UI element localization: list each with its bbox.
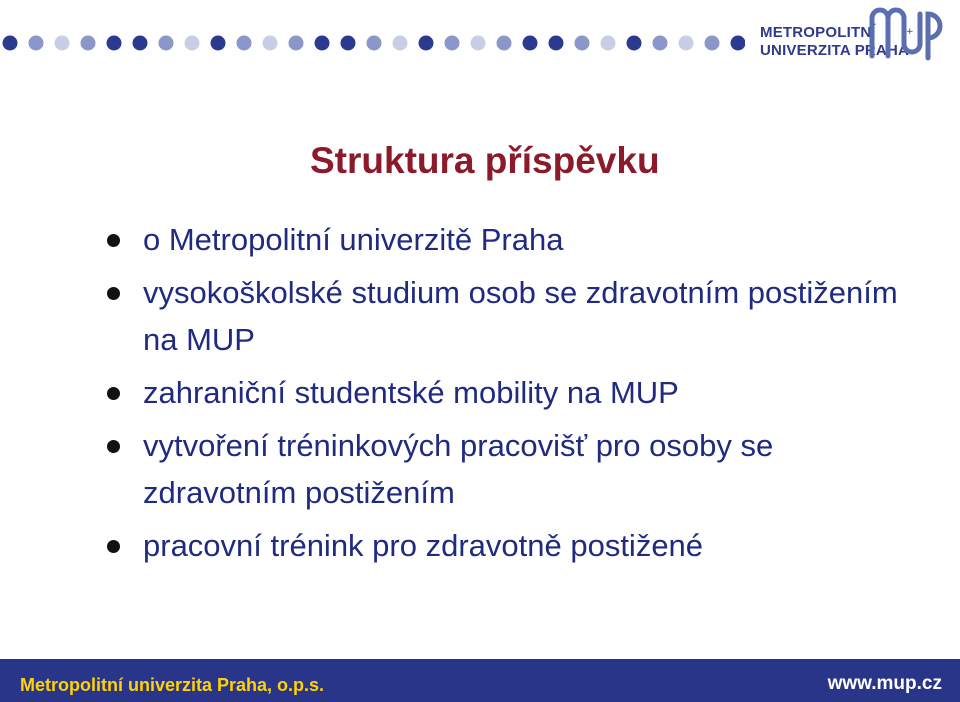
bullet-item-3 (105, 369, 925, 416)
bullet-item-5 (105, 522, 925, 569)
bullet-list (105, 216, 925, 575)
decorative-dot (393, 36, 408, 51)
bullet-text: o Metropolitní univerzitě Praha (143, 222, 564, 257)
decorative-dot (29, 36, 44, 51)
mup-logo-icon (866, 6, 946, 62)
decorative-dot (211, 36, 226, 51)
logo-line-2: UNIVERZITA PRAHA (760, 42, 910, 59)
decorative-dot (575, 36, 590, 51)
decorative-dot (445, 36, 460, 51)
bullet-item-2 (105, 269, 925, 363)
decorative-dot (341, 36, 356, 51)
bullet-dot-icon (107, 287, 120, 300)
decorative-dot (3, 36, 18, 51)
bullet-item-4 (105, 422, 925, 516)
footer-bar (0, 659, 960, 702)
decorative-dot (601, 36, 616, 51)
decorative-dot (419, 36, 434, 51)
bullet-text: vytvoření tréninkových pracovišť pro osoby se zdravotním postižením (143, 428, 774, 510)
decorative-dot (731, 36, 746, 51)
bullet-text: zahraniční studentské mobility na MUP (143, 375, 679, 410)
footer-website-link[interactable]: www.mup.cz (827, 673, 942, 694)
bullet-text: vysokoškolské studium osob se zdravotním postižením na MUP (143, 275, 898, 357)
decorative-dot (289, 36, 304, 51)
decorative-dot (315, 36, 330, 51)
bullet-dot-icon (107, 440, 120, 453)
decorative-dot (367, 36, 382, 51)
bullet-dot-icon (107, 540, 120, 553)
bullet-item-1 (105, 216, 925, 263)
bullet-dot-icon (107, 234, 120, 247)
slide-title: Struktura příspěvku (310, 140, 660, 181)
decorative-dot (705, 36, 720, 51)
decorative-dot (185, 36, 200, 51)
bullet-dot-icon (107, 387, 120, 400)
decorative-dot (159, 36, 174, 51)
footer-organization: Metropolitní univerzita Praha, o.p.s. (20, 675, 325, 695)
decorative-dot (497, 36, 512, 51)
decorative-dot (627, 36, 642, 51)
logo-line-1: METROPOLITNÍ (760, 24, 876, 41)
decorative-dot (107, 36, 122, 51)
decorative-dot (263, 36, 278, 51)
decorative-dot (55, 36, 70, 51)
decorative-dot (549, 36, 564, 51)
bullet-text: pracovní trénink pro zdravotně postižené (143, 528, 704, 563)
decorative-dot (471, 36, 486, 51)
decorative-dot (679, 36, 694, 51)
decorative-dot (81, 36, 96, 51)
decorative-dot (653, 36, 668, 51)
decorative-dot (523, 36, 538, 51)
decorative-dot (133, 36, 148, 51)
decorative-dot (237, 36, 252, 51)
decorative-dot-row (0, 30, 745, 56)
svg-text:+: + (906, 27, 914, 37)
